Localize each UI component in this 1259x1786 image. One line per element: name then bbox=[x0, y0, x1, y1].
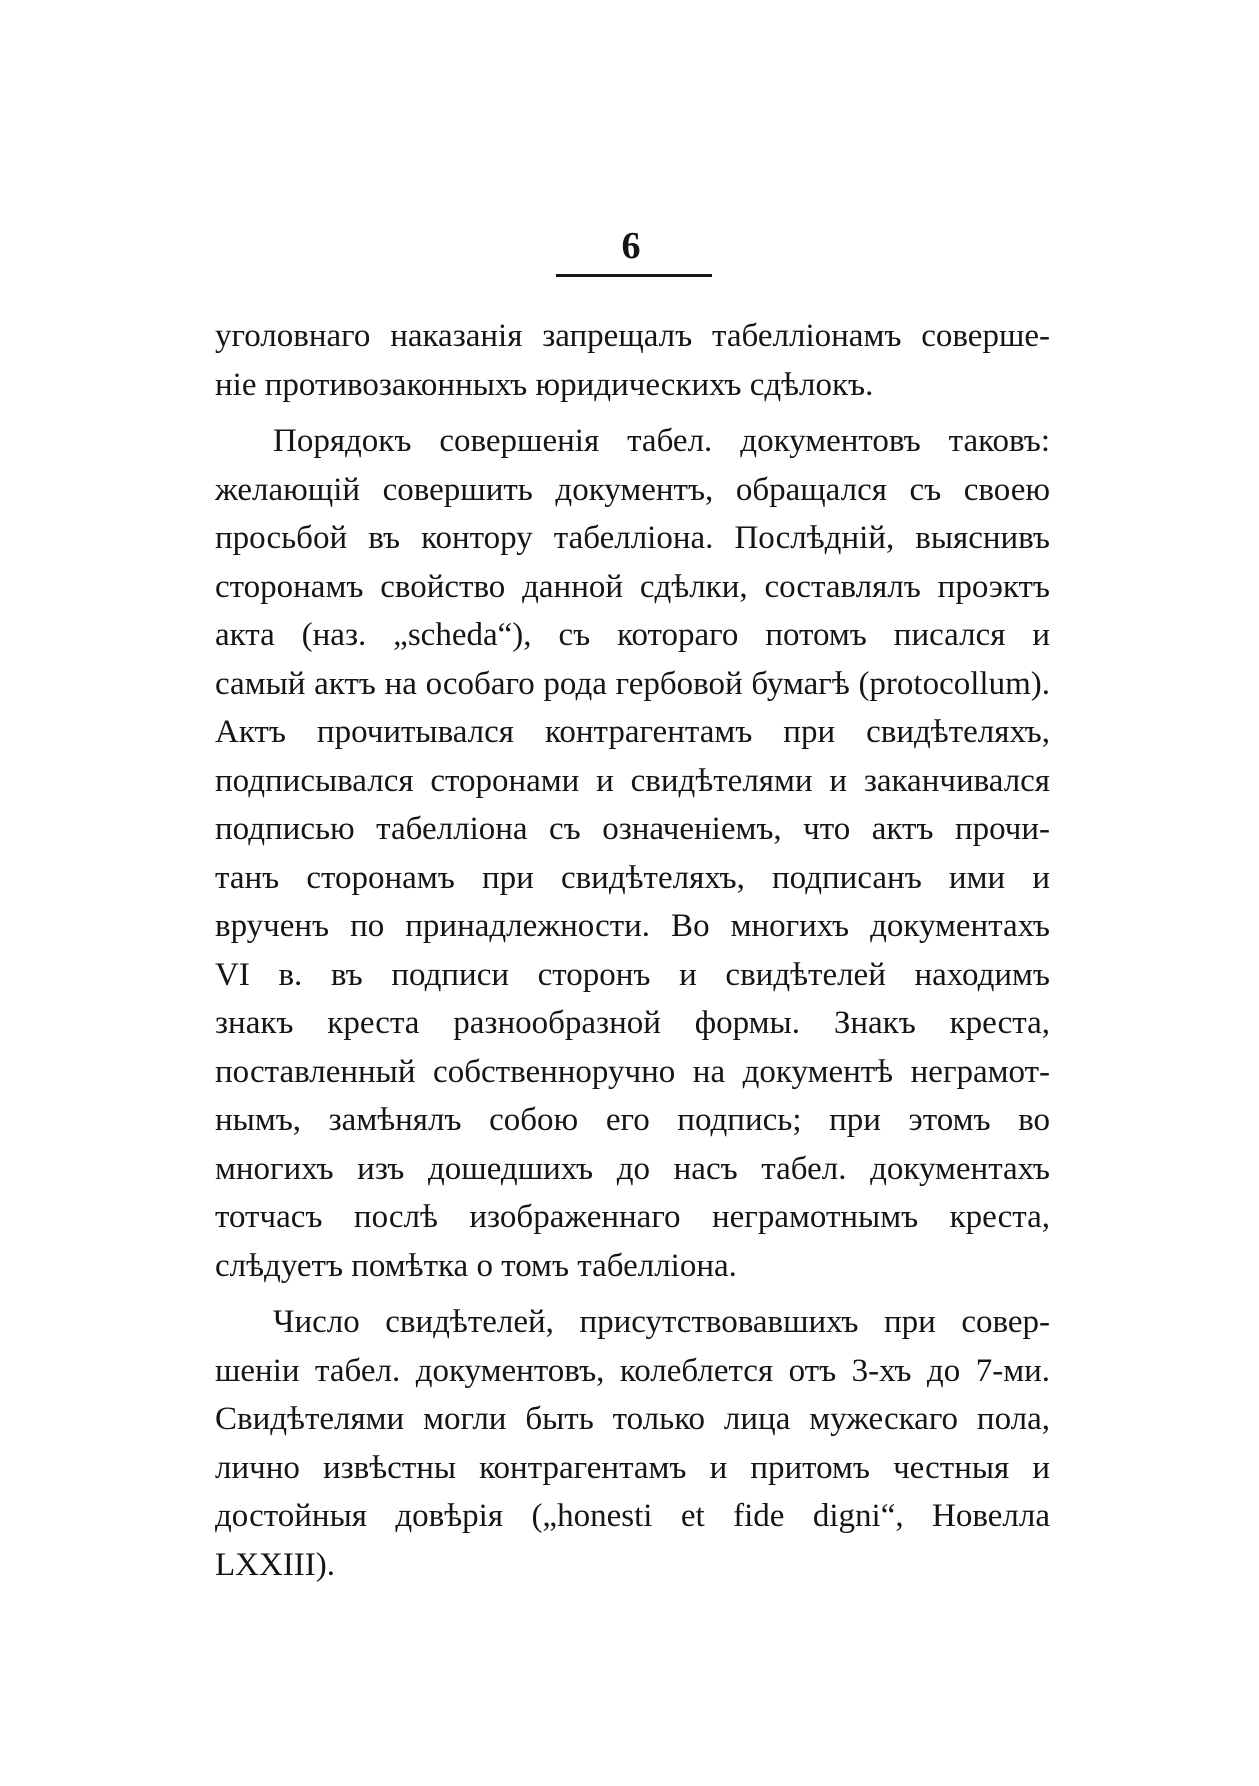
text-line: шеніи табел. документовъ, колеблется отъ 3-хъ до 7-ми. bbox=[215, 1352, 1050, 1389]
text-line: Актъ прочитывался контрагентамъ при свидѣтеляхъ, bbox=[215, 714, 1050, 750]
text-line: Порядокъ совершенія табел. документовъ таковъ: bbox=[273, 423, 1050, 459]
text-line: нымъ, замѣнялъ собою его подпись; при этомъ во bbox=[215, 1102, 1050, 1138]
page-number: 6 bbox=[621, 225, 641, 267]
text-line: просьбой въ контору табелліона. Послѣдній, выяснивъ bbox=[215, 520, 1050, 556]
text-line: акта (наз. „scheda“), съ котораго потомъ писался и bbox=[215, 617, 1050, 653]
text-line: самый актъ на особаго рода гербовой бумагѣ (protocollum). bbox=[215, 665, 1050, 702]
text-line: подписывался сторонами и свидѣтелями и заканчивался bbox=[215, 762, 1050, 799]
text-line: многихъ изъ дошедшихъ до насъ табел. документахъ bbox=[215, 1150, 1050, 1187]
text-line: слѣдуетъ помѣтка о томъ табелліона. bbox=[215, 1247, 737, 1284]
paragraph-1 bbox=[215, 312, 1050, 409]
text-line: желающій совершить документъ, обращался съ своею bbox=[215, 471, 1050, 508]
text-line: сторонамъ свойство данной сдѣлки, составлялъ проэктъ bbox=[215, 568, 1050, 605]
text-line: достойныя довѣрія („honesti et fide digni“, Новелла bbox=[215, 1498, 1050, 1534]
text-line: врученъ по принадлежности. Во многихъ документахъ bbox=[215, 908, 1050, 944]
text-line: подписью табелліона съ означеніемъ, что актъ прочи- bbox=[215, 811, 1050, 847]
text-line: уголовнаго наказанія запрещалъ табелліонамъ соверше- bbox=[215, 318, 1050, 354]
page-number-rule bbox=[556, 274, 712, 277]
text-line: танъ сторонамъ при свидѣтеляхъ, подписанъ ими и bbox=[215, 859, 1050, 896]
text-line: поставленный собственноручно на документѣ неграмот- bbox=[215, 1053, 1050, 1090]
text-line: знакъ креста разнообразной формы. Знакъ креста, bbox=[215, 1005, 1050, 1041]
text-line: ніе противозаконныхъ юридическихъ сдѣлокъ. bbox=[215, 366, 874, 403]
text-line: Число свидѣтелей, присутствовавшихъ при совер- bbox=[273, 1304, 1050, 1340]
text-line: тотчасъ послѣ изображеннаго неграмотнымъ креста, bbox=[215, 1199, 1050, 1235]
paragraph-2 bbox=[215, 417, 1050, 1290]
text-line: Свидѣтелями могли быть только лица мужескаго пола, bbox=[215, 1401, 1050, 1437]
text-line: LXXIII). bbox=[215, 1546, 336, 1583]
body-text bbox=[215, 312, 1050, 1589]
text-line: VI в. въ подписи сторонъ и свидѣтелей находимъ bbox=[215, 956, 1050, 993]
text-line: лично извѣстны контрагентамъ и притомъ честныя и bbox=[215, 1449, 1050, 1486]
paragraph-3 bbox=[215, 1298, 1050, 1589]
